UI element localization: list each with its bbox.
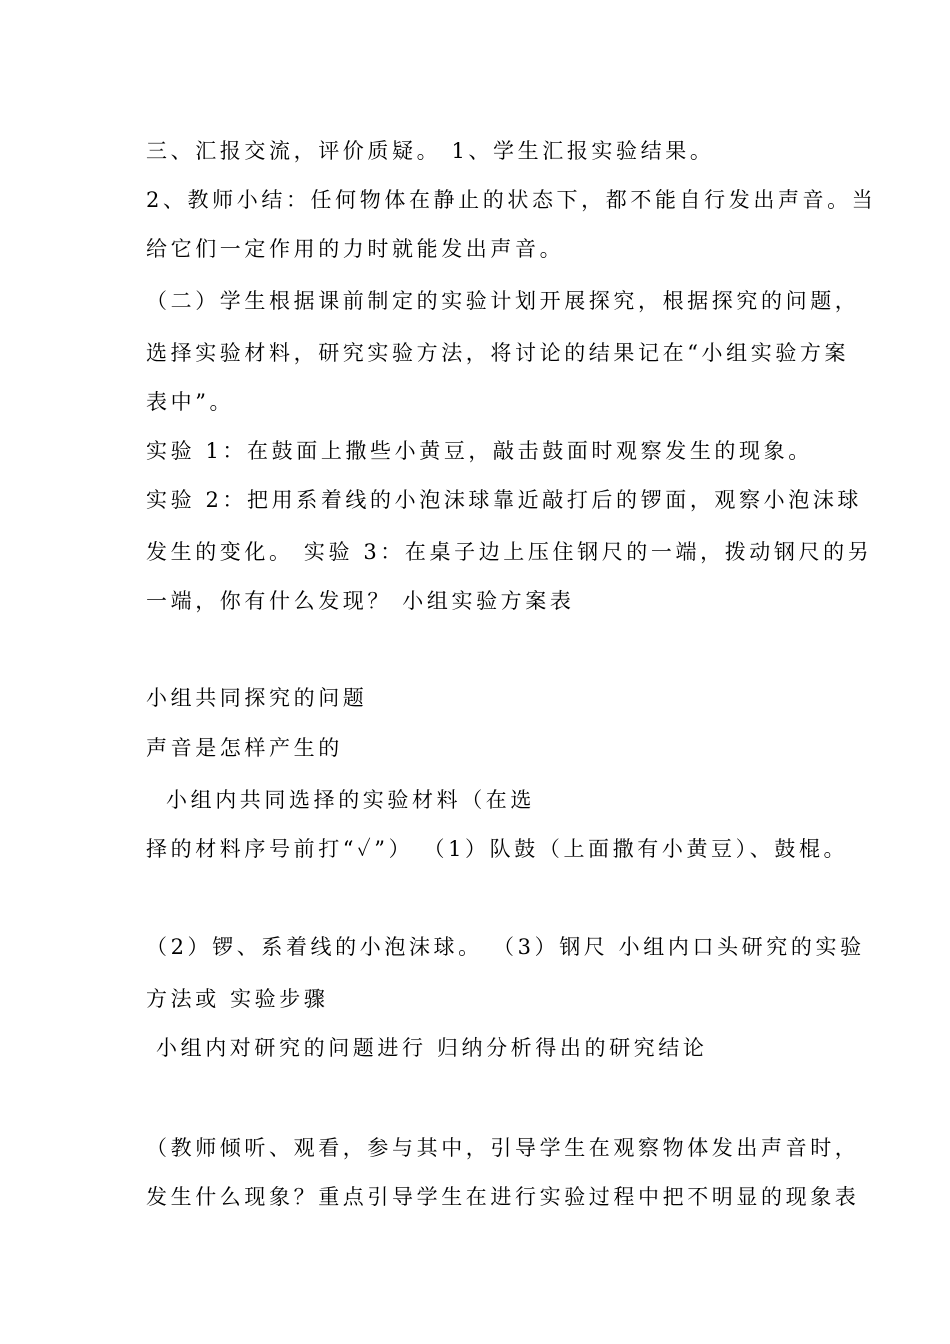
text-line-15: （2）锣、系着线的小泡沫球。 （3）钢尺 小组内口头研究的实验 [146, 935, 865, 959]
text-line-8: 实验 2：把用系着线的小泡沫球靠近敲打后的锣面，观察小泡沫球 [146, 488, 863, 512]
text-line-19: 发生什么现象？重点引导学生在进行实验过程中把不明显的现象表 [146, 1185, 860, 1209]
text-line-13: 小组内共同选择的实验材料（在选 [166, 788, 535, 812]
text-line-9: 发生的变化。 实验 3：在桌子边上压住钢尺的一端，拨动钢尺的另 [146, 540, 873, 564]
text-line-17: 小组内对研究的问题进行 归纳分析得出的研究结论 [156, 1036, 708, 1060]
text-line-7: 实验 1：在鼓面上撒些小黄豆，敲击鼓面时观察发生的现象。 [146, 439, 813, 463]
text-line-18: （教师倾听、观看，参与其中，引导学生在观察物体发出声音时， [146, 1136, 860, 1160]
text-line-2: 2、教师小结：任何物体在静止的状态下，都不能自行发出声音。当 [146, 188, 877, 212]
text-line-5: 选择实验材料，研究实验方法，将讨论的结果记在“小组实验方案 [146, 341, 850, 365]
text-line-4: （二）学生根据课前制定的实验计划开展探究，根据探究的问题， [146, 289, 860, 313]
text-line-6: 表中”。 [146, 390, 235, 414]
text-line-11: 小组共同探究的问题 [146, 686, 368, 710]
text-line-3: 给它们一定作用的力时就能发出声音。 [146, 237, 565, 261]
text-line-1: 三、汇报交流，评价质疑。 1、学生汇报实验结果。 [146, 139, 715, 163]
text-line-16: 方法或 实验步骤 [146, 987, 329, 1011]
text-line-14: 择的材料序号前打“✓”） （1）队鼓（上面撒有小黄豆）、鼓棍。 [146, 837, 849, 861]
text-line-10: 一端，你有什么发现？ 小组实验方案表 [146, 589, 575, 613]
text-line-12: 声音是怎样产生的 [146, 736, 343, 760]
